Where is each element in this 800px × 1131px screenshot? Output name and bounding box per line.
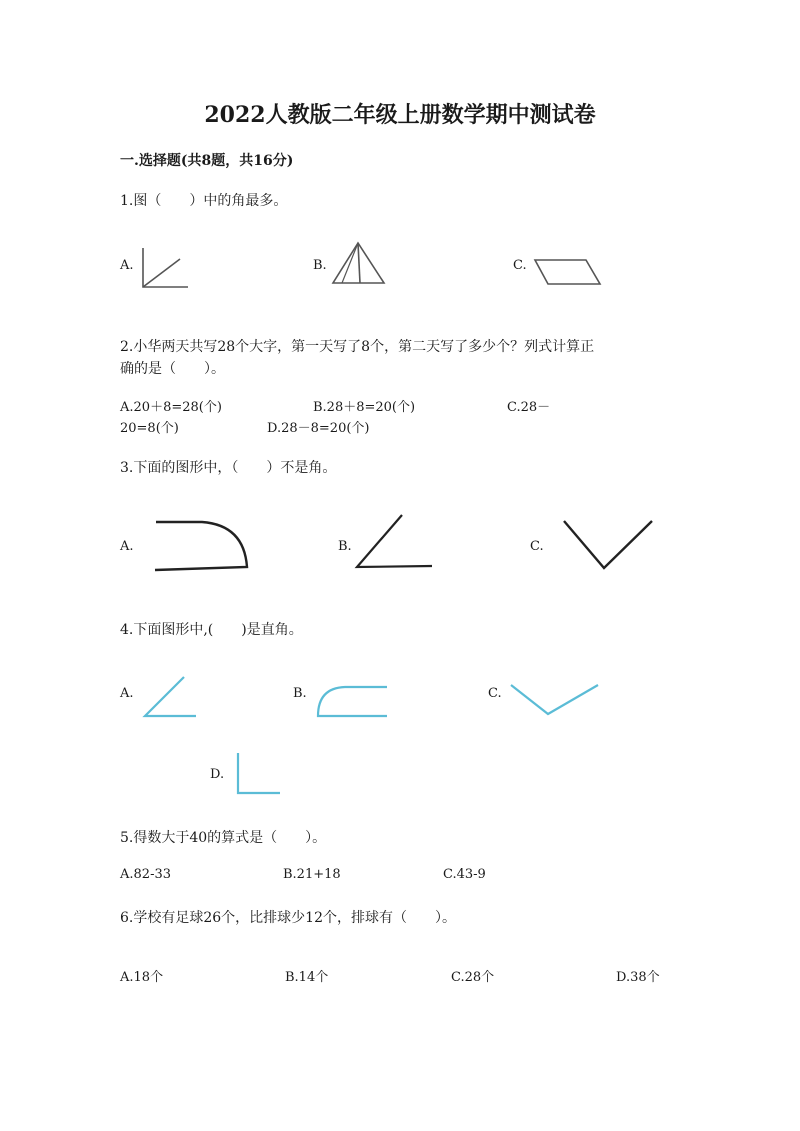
q3-figure-b — [352, 512, 437, 574]
q4-figure-d — [233, 750, 285, 798]
q6-option-a: A.18个 — [120, 970, 164, 985]
q2-option-a: A.20＋8=28(个) — [120, 400, 222, 415]
q1-figure-c — [532, 255, 604, 289]
section-heading: 一.选择题(共8题，共16分) — [120, 153, 294, 169]
q4-figure-b — [313, 682, 393, 722]
q2-option-c-continued: 20=8(个) — [120, 421, 179, 436]
q3-option-a-label: A. — [120, 539, 134, 554]
question-2-line-1: 2.小华两天共写28个大字，第一天写了8个，第二天写了多少个？列式计算正 — [120, 339, 595, 355]
q1-figure-a — [138, 245, 194, 293]
q6-option-d: D.38个 — [616, 970, 660, 985]
page-title: 2022人教版二年级上册数学期中测试卷 — [204, 102, 596, 128]
question-2-line-2: 确的是（ ）。 — [120, 361, 225, 377]
q4-option-a-label: A. — [120, 686, 134, 701]
q5-option-c: C.43-9 — [443, 867, 486, 882]
q2-option-d: D.28－8=20(个) — [267, 421, 370, 436]
q1-option-a-label: A. — [120, 258, 134, 273]
question-4: 4.下面图形中,( )是直角。 — [120, 622, 303, 638]
q4-option-b-label: B. — [293, 686, 307, 701]
q4-option-c-label: C. — [488, 686, 502, 701]
q4-figure-c — [508, 680, 602, 720]
q2-option-b: B.28＋8=20(个) — [313, 400, 416, 415]
q1-option-c-label: C. — [513, 258, 527, 273]
question-5: 5.得数大于40的算式是（ ）。 — [120, 830, 327, 846]
question-1: 1.图（ ）中的角最多。 — [120, 193, 288, 209]
q2-option-c: C.28－ — [507, 400, 551, 415]
q3-figure-c — [560, 517, 656, 573]
q5-option-a: A.82-33 — [120, 867, 171, 882]
q6-option-c: C.28个 — [451, 970, 495, 985]
q4-option-d-label: D. — [210, 767, 225, 782]
q3-option-c-label: C. — [530, 539, 544, 554]
q3-option-b-label: B. — [338, 539, 352, 554]
question-6: 6.学校有足球26个，比排球少12个，排球有（ ）。 — [120, 910, 456, 926]
q4-figure-a — [140, 673, 200, 721]
q3-figure-a — [150, 515, 255, 575]
question-3: 3.下面的图形中，（ ）不是角。 — [120, 460, 337, 476]
q6-option-b: B.14个 — [285, 970, 329, 985]
q5-option-b: B.21+18 — [283, 867, 341, 882]
q1-option-b-label: B. — [313, 258, 327, 273]
q1-figure-b — [328, 240, 388, 290]
